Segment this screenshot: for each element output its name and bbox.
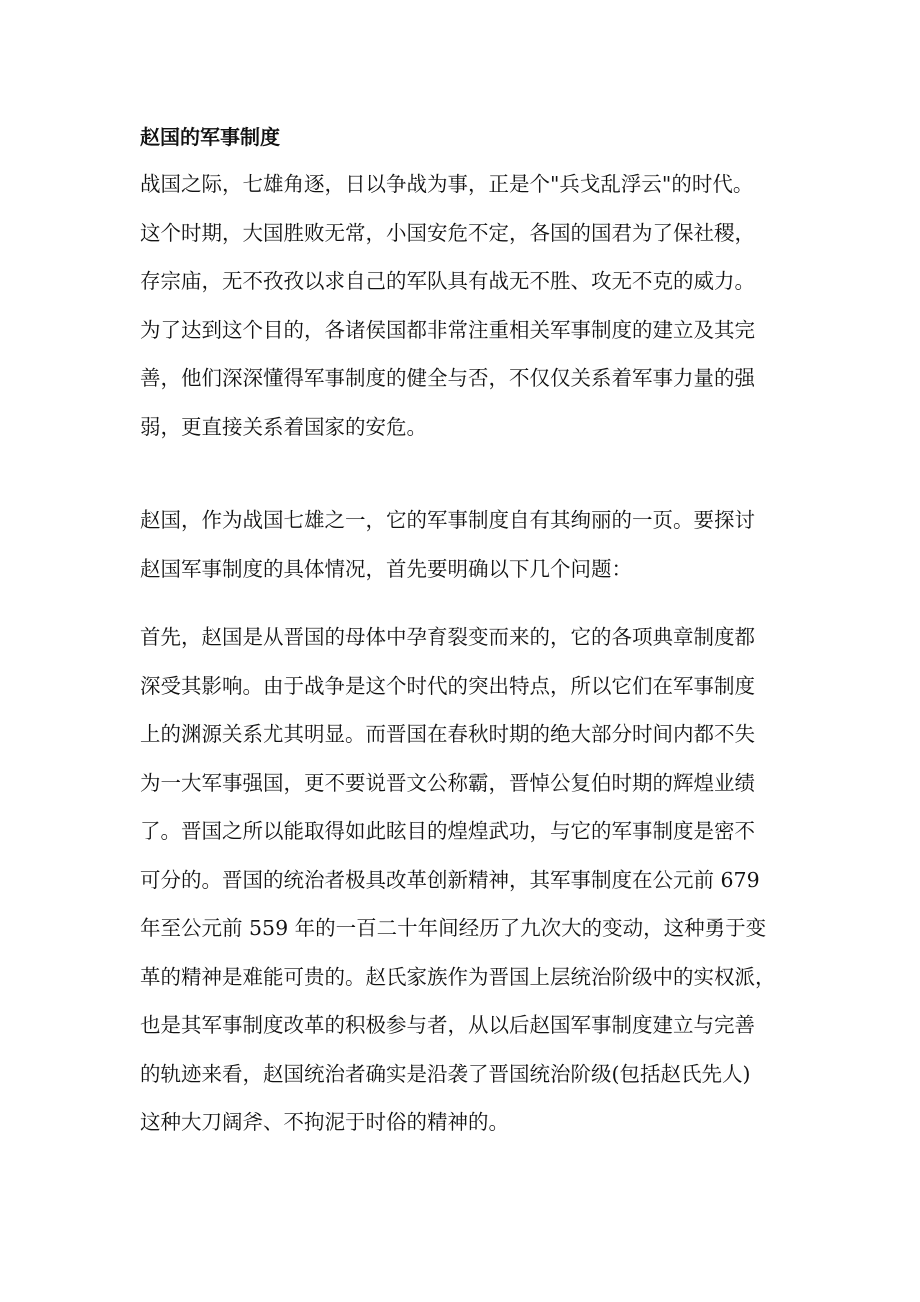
text-line: 革的精神是难能可贵的。赵氏家族作为晋国上层统治阶级中的实权派， (140, 964, 776, 989)
text-line: 弱，更直接关系着国家的安危。 (140, 414, 427, 439)
text-line: 赵国，作为战国七雄之一，它的军事制度自有其绚丽的一页。要探讨 (140, 508, 755, 532)
text-line: 了。晋国之所以能取得如此眩目的煌煌武功，与它的军事制度是密不 (140, 819, 755, 843)
text-line: 可分的。晋国的统治者极具改革创新精神，其军事制度在公元前 679 (140, 867, 760, 892)
paragraph-3 (140, 613, 800, 1147)
text-line: 赵国军事制度的具体情况，首先要明确以下几个问题： (140, 556, 632, 581)
text-line: 这种大刀阔斧、不拘泥于时俗的精神的。 (140, 1110, 509, 1134)
text-line: 存宗庙，无不孜孜以求自己的军队具有战无不胜、攻无不克的威力。 (140, 269, 755, 293)
text-line: 这个时期，大国胜败无常，小国安危不定，各国的国君为了保社稷， (140, 220, 755, 245)
text-line: 年至公元前 559 年的一百二十年间经历了九次大的变动，这种勇于变 (140, 916, 767, 940)
text-line: 战国之际，七雄角逐，日以争战为事，正是个"兵戈乱浮云"的时代。 (140, 172, 754, 196)
text-line: 也是其军事制度改革的积极参与者，从以后赵国军事制度建立与完善 (140, 1013, 755, 1037)
text-line: 上的渊源关系尤其明显。而晋国在春秋时期的绝大部分时间内都不失 (140, 722, 755, 746)
text-line: 为了达到这个目的，各诸侯国都非常注重相关军事制度的建立及其完 (140, 317, 755, 342)
text-line: 善，他们深深懂得军事制度的健全与否，不仅仅关系着军事力量的强 (140, 366, 755, 390)
text-line: 的轨迹来看，赵国统治者确实是沿袭了晋国统治阶级(包括赵氏先人) (140, 1061, 751, 1086)
text-line: 深受其影响。由于战争是这个时代的突出特点，所以它们在军事制度 (140, 673, 755, 698)
document-title: 赵国的军事制度 (140, 125, 280, 149)
paragraph-1 (140, 160, 800, 451)
text-line: 首先，赵国是从晋国的母体中孕育裂变而来的，它的各项典章制度都 (140, 625, 755, 649)
paragraph-2 (140, 496, 800, 593)
text-line: 为一大军事强国，更不要说晋文公称霸，晋悼公复伯时期的辉煌业绩 (140, 770, 755, 795)
